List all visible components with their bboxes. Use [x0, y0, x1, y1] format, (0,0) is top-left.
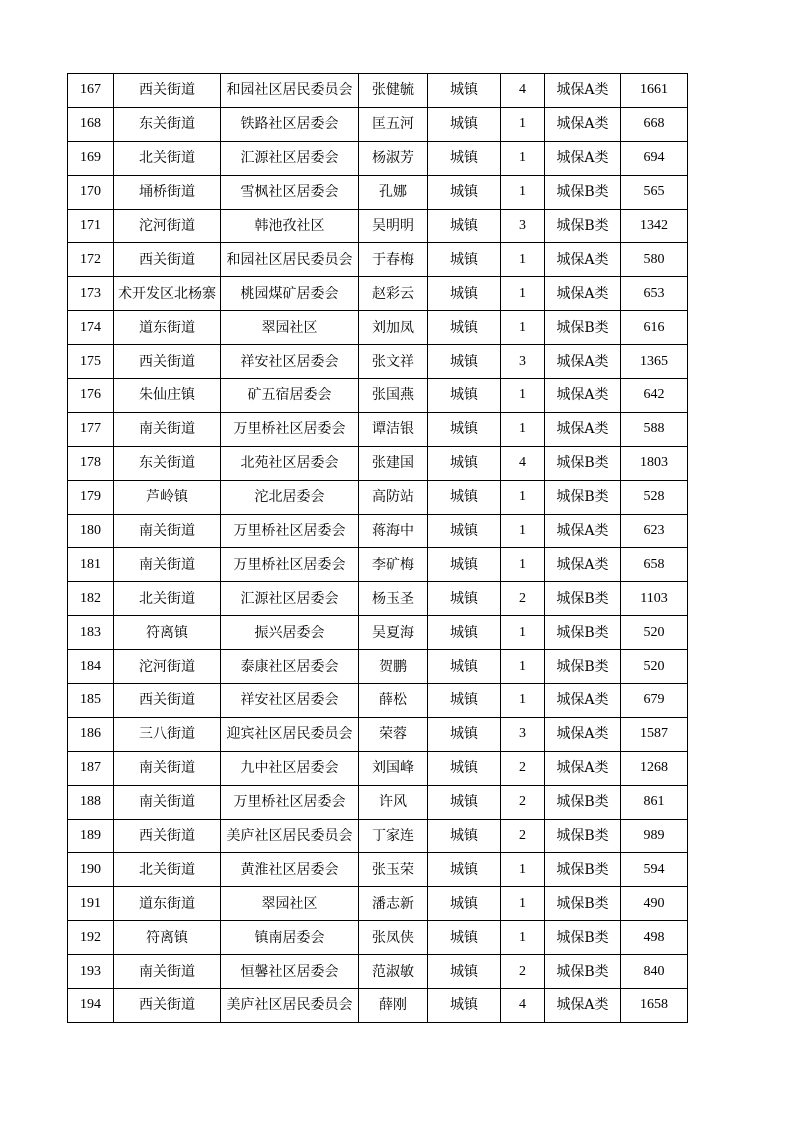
- cell-amount: 623: [621, 514, 688, 548]
- cell-street: 北关街道: [114, 853, 221, 887]
- cell-category: 城保B类: [545, 175, 621, 209]
- table-row: [68, 548, 688, 582]
- cell-number: 173: [68, 277, 114, 311]
- cell-person-count: 2: [501, 751, 545, 785]
- table-row: [68, 74, 688, 108]
- cell-category: 城保A类: [545, 379, 621, 413]
- cell-name: 于春梅: [359, 243, 428, 277]
- table-row: [68, 141, 688, 175]
- cell-category: 城保A类: [545, 141, 621, 175]
- cell-community: 美庐社区居民委员会: [221, 989, 359, 1023]
- cell-street: 西关街道: [114, 345, 221, 379]
- cell-street: 南关街道: [114, 785, 221, 819]
- cell-street: 西关街道: [114, 989, 221, 1023]
- cell-person-count: 1: [501, 480, 545, 514]
- cell-category: 城保A类: [545, 277, 621, 311]
- cell-street: 术开发区北杨寨: [114, 277, 221, 311]
- cell-name: 刘国峰: [359, 751, 428, 785]
- cell-street: 埇桥街道: [114, 175, 221, 209]
- cell-amount: 1365: [621, 345, 688, 379]
- cell-person-count: 1: [501, 412, 545, 446]
- cell-community: 翠园社区: [221, 887, 359, 921]
- cell-number: 193: [68, 955, 114, 989]
- beneficiary-table: [67, 73, 688, 1023]
- cell-name: 孔娜: [359, 175, 428, 209]
- cell-household-type: 城镇: [428, 446, 501, 480]
- cell-category: 城保A类: [545, 514, 621, 548]
- cell-community: 祥安社区居委会: [221, 345, 359, 379]
- cell-community: 迎宾社区居民委员会: [221, 717, 359, 751]
- cell-amount: 642: [621, 379, 688, 413]
- table-row: [68, 650, 688, 684]
- cell-household-type: 城镇: [428, 412, 501, 446]
- cell-household-type: 城镇: [428, 582, 501, 616]
- cell-community: 和园社区居民委员会: [221, 243, 359, 277]
- cell-number: 187: [68, 751, 114, 785]
- cell-street: 芦岭镇: [114, 480, 221, 514]
- cell-person-count: 1: [501, 853, 545, 887]
- cell-number: 179: [68, 480, 114, 514]
- cell-household-type: 城镇: [428, 141, 501, 175]
- table-body: [68, 74, 688, 1023]
- cell-number: 170: [68, 175, 114, 209]
- cell-name: 李矿梅: [359, 548, 428, 582]
- cell-household-type: 城镇: [428, 277, 501, 311]
- cell-number: 177: [68, 412, 114, 446]
- cell-community: 万里桥社区居委会: [221, 514, 359, 548]
- cell-street: 道东街道: [114, 887, 221, 921]
- cell-amount: 588: [621, 412, 688, 446]
- cell-number: 175: [68, 345, 114, 379]
- cell-number: 185: [68, 684, 114, 718]
- cell-amount: 1103: [621, 582, 688, 616]
- cell-number: 171: [68, 209, 114, 243]
- cell-category: 城保B类: [545, 650, 621, 684]
- cell-street: 符离镇: [114, 921, 221, 955]
- cell-street: 沱河街道: [114, 209, 221, 243]
- table-row: [68, 717, 688, 751]
- cell-name: 吴明明: [359, 209, 428, 243]
- cell-street: 西关街道: [114, 684, 221, 718]
- cell-category: 城保A类: [545, 548, 621, 582]
- cell-name: 吴夏海: [359, 616, 428, 650]
- cell-person-count: 2: [501, 819, 545, 853]
- cell-category: 城保B类: [545, 955, 621, 989]
- cell-name: 谭洁银: [359, 412, 428, 446]
- table-row: [68, 921, 688, 955]
- cell-number: 189: [68, 819, 114, 853]
- cell-person-count: 1: [501, 175, 545, 209]
- cell-household-type: 城镇: [428, 243, 501, 277]
- cell-name: 张文祥: [359, 345, 428, 379]
- cell-amount: 861: [621, 785, 688, 819]
- cell-community: 矿五宿居委会: [221, 379, 359, 413]
- table-row: [68, 243, 688, 277]
- cell-street: 西关街道: [114, 819, 221, 853]
- cell-community: 泰康社区居委会: [221, 650, 359, 684]
- cell-person-count: 1: [501, 548, 545, 582]
- cell-amount: 694: [621, 141, 688, 175]
- cell-amount: 616: [621, 311, 688, 345]
- cell-household-type: 城镇: [428, 74, 501, 108]
- cell-amount: 520: [621, 650, 688, 684]
- table-row: [68, 446, 688, 480]
- cell-amount: 580: [621, 243, 688, 277]
- cell-name: 高防站: [359, 480, 428, 514]
- cell-person-count: 3: [501, 717, 545, 751]
- cell-amount: 679: [621, 684, 688, 718]
- cell-person-count: 1: [501, 514, 545, 548]
- cell-name: 匡五河: [359, 107, 428, 141]
- cell-household-type: 城镇: [428, 853, 501, 887]
- cell-category: 城保A类: [545, 717, 621, 751]
- cell-person-count: 1: [501, 311, 545, 345]
- cell-category: 城保B类: [545, 446, 621, 480]
- cell-community: 万里桥社区居委会: [221, 785, 359, 819]
- cell-street: 西关街道: [114, 243, 221, 277]
- cell-name: 范淑敏: [359, 955, 428, 989]
- cell-name: 张建国: [359, 446, 428, 480]
- cell-amount: 520: [621, 616, 688, 650]
- cell-household-type: 城镇: [428, 650, 501, 684]
- table-row: [68, 311, 688, 345]
- cell-person-count: 3: [501, 209, 545, 243]
- cell-name: 许风: [359, 785, 428, 819]
- cell-community: 恒馨社区居委会: [221, 955, 359, 989]
- cell-category: 城保B类: [545, 785, 621, 819]
- cell-person-count: 4: [501, 989, 545, 1023]
- cell-person-count: 2: [501, 582, 545, 616]
- cell-name: 丁家连: [359, 819, 428, 853]
- cell-number: 178: [68, 446, 114, 480]
- cell-name: 荣蓉: [359, 717, 428, 751]
- cell-household-type: 城镇: [428, 514, 501, 548]
- cell-amount: 1658: [621, 989, 688, 1023]
- cell-community: 沱北居委会: [221, 480, 359, 514]
- table-row: [68, 616, 688, 650]
- cell-category: 城保B类: [545, 819, 621, 853]
- cell-number: 174: [68, 311, 114, 345]
- cell-amount: 1268: [621, 751, 688, 785]
- cell-community: 祥安社区居委会: [221, 684, 359, 718]
- cell-category: 城保B类: [545, 582, 621, 616]
- cell-street: 符离镇: [114, 616, 221, 650]
- cell-household-type: 城镇: [428, 209, 501, 243]
- cell-household-type: 城镇: [428, 819, 501, 853]
- cell-person-count: 1: [501, 887, 545, 921]
- table-row: [68, 514, 688, 548]
- cell-community: 雪枫社区居委会: [221, 175, 359, 209]
- table-row: [68, 277, 688, 311]
- cell-number: 183: [68, 616, 114, 650]
- cell-number: 176: [68, 379, 114, 413]
- cell-household-type: 城镇: [428, 379, 501, 413]
- cell-household-type: 城镇: [428, 717, 501, 751]
- cell-household-type: 城镇: [428, 175, 501, 209]
- cell-person-count: 1: [501, 650, 545, 684]
- cell-number: 181: [68, 548, 114, 582]
- cell-household-type: 城镇: [428, 480, 501, 514]
- table-row: [68, 989, 688, 1023]
- cell-number: 188: [68, 785, 114, 819]
- cell-community: 镇南居委会: [221, 921, 359, 955]
- cell-name: 蒋海中: [359, 514, 428, 548]
- cell-number: 169: [68, 141, 114, 175]
- table-row: [68, 955, 688, 989]
- cell-amount: 498: [621, 921, 688, 955]
- cell-community: 振兴居委会: [221, 616, 359, 650]
- cell-street: 南关街道: [114, 412, 221, 446]
- cell-number: 194: [68, 989, 114, 1023]
- cell-amount: 840: [621, 955, 688, 989]
- table-row: [68, 684, 688, 718]
- cell-community: 黄淮社区居委会: [221, 853, 359, 887]
- table-row: [68, 887, 688, 921]
- cell-street: 东关街道: [114, 446, 221, 480]
- cell-community: 九中社区居委会: [221, 751, 359, 785]
- cell-amount: 1587: [621, 717, 688, 751]
- cell-household-type: 城镇: [428, 345, 501, 379]
- cell-street: 南关街道: [114, 751, 221, 785]
- cell-person-count: 1: [501, 616, 545, 650]
- table-row: [68, 819, 688, 853]
- cell-household-type: 城镇: [428, 887, 501, 921]
- cell-person-count: 1: [501, 141, 545, 175]
- cell-amount: 1342: [621, 209, 688, 243]
- cell-number: 180: [68, 514, 114, 548]
- cell-street: 三八街道: [114, 717, 221, 751]
- cell-person-count: 2: [501, 785, 545, 819]
- cell-name: 赵彩云: [359, 277, 428, 311]
- cell-street: 南关街道: [114, 955, 221, 989]
- cell-person-count: 1: [501, 243, 545, 277]
- cell-household-type: 城镇: [428, 921, 501, 955]
- cell-category: 城保B类: [545, 887, 621, 921]
- cell-number: 184: [68, 650, 114, 684]
- cell-street: 南关街道: [114, 548, 221, 582]
- cell-household-type: 城镇: [428, 311, 501, 345]
- table-row: [68, 345, 688, 379]
- cell-number: 186: [68, 717, 114, 751]
- cell-number: 192: [68, 921, 114, 955]
- cell-number: 172: [68, 243, 114, 277]
- cell-amount: 1661: [621, 74, 688, 108]
- cell-household-type: 城镇: [428, 107, 501, 141]
- cell-number: 168: [68, 107, 114, 141]
- cell-community: 美庐社区居民委员会: [221, 819, 359, 853]
- cell-name: 薛松: [359, 684, 428, 718]
- table-row: [68, 209, 688, 243]
- cell-street: 东关街道: [114, 107, 221, 141]
- cell-household-type: 城镇: [428, 616, 501, 650]
- cell-name: 潘志新: [359, 887, 428, 921]
- cell-person-count: 1: [501, 379, 545, 413]
- table-row: [68, 582, 688, 616]
- cell-person-count: 1: [501, 684, 545, 718]
- table-row: [68, 107, 688, 141]
- cell-household-type: 城镇: [428, 548, 501, 582]
- cell-name: 杨玉圣: [359, 582, 428, 616]
- table-row: [68, 175, 688, 209]
- cell-number: 167: [68, 74, 114, 108]
- cell-category: 城保B类: [545, 853, 621, 887]
- cell-category: 城保A类: [545, 412, 621, 446]
- cell-name: 张凤侠: [359, 921, 428, 955]
- cell-amount: 653: [621, 277, 688, 311]
- cell-name: 贺鹏: [359, 650, 428, 684]
- cell-street: 道东街道: [114, 311, 221, 345]
- cell-category: 城保B类: [545, 209, 621, 243]
- cell-name: 刘加凤: [359, 311, 428, 345]
- cell-person-count: 1: [501, 277, 545, 311]
- cell-category: 城保A类: [545, 74, 621, 108]
- cell-person-count: 4: [501, 74, 545, 108]
- table-row: [68, 751, 688, 785]
- cell-amount: 668: [621, 107, 688, 141]
- cell-name: 张健毓: [359, 74, 428, 108]
- cell-amount: 490: [621, 887, 688, 921]
- cell-number: 190: [68, 853, 114, 887]
- cell-community: 万里桥社区居委会: [221, 548, 359, 582]
- table-row: [68, 785, 688, 819]
- cell-street: 西关街道: [114, 74, 221, 108]
- cell-community: 北苑社区居委会: [221, 446, 359, 480]
- table-row: [68, 412, 688, 446]
- table-row: [68, 480, 688, 514]
- cell-person-count: 1: [501, 107, 545, 141]
- cell-name: 张国燕: [359, 379, 428, 413]
- cell-household-type: 城镇: [428, 751, 501, 785]
- cell-street: 北关街道: [114, 582, 221, 616]
- cell-category: 城保B类: [545, 616, 621, 650]
- cell-person-count: 2: [501, 955, 545, 989]
- cell-household-type: 城镇: [428, 785, 501, 819]
- cell-category: 城保A类: [545, 345, 621, 379]
- cell-amount: 565: [621, 175, 688, 209]
- table-row: [68, 379, 688, 413]
- cell-community: 和园社区居民委员会: [221, 74, 359, 108]
- cell-person-count: 4: [501, 446, 545, 480]
- cell-amount: 528: [621, 480, 688, 514]
- cell-street: 朱仙庄镇: [114, 379, 221, 413]
- table-row: [68, 853, 688, 887]
- cell-name: 杨淑芳: [359, 141, 428, 175]
- cell-category: 城保A类: [545, 243, 621, 277]
- cell-category: 城保B类: [545, 921, 621, 955]
- cell-community: 桃园煤矿居委会: [221, 277, 359, 311]
- cell-household-type: 城镇: [428, 955, 501, 989]
- cell-street: 南关街道: [114, 514, 221, 548]
- cell-community: 翠园社区: [221, 311, 359, 345]
- cell-category: 城保A类: [545, 989, 621, 1023]
- cell-street: 北关街道: [114, 141, 221, 175]
- cell-community: 汇源社区居委会: [221, 141, 359, 175]
- cell-household-type: 城镇: [428, 989, 501, 1023]
- cell-community: 铁路社区居委会: [221, 107, 359, 141]
- cell-amount: 989: [621, 819, 688, 853]
- cell-category: 城保A类: [545, 107, 621, 141]
- cell-person-count: 3: [501, 345, 545, 379]
- cell-category: 城保A类: [545, 751, 621, 785]
- cell-street: 沱河街道: [114, 650, 221, 684]
- cell-community: 汇源社区居委会: [221, 582, 359, 616]
- cell-number: 182: [68, 582, 114, 616]
- cell-name: 薛刚: [359, 989, 428, 1023]
- cell-name: 张玉荣: [359, 853, 428, 887]
- cell-amount: 1803: [621, 446, 688, 480]
- cell-person-count: 1: [501, 921, 545, 955]
- cell-number: 191: [68, 887, 114, 921]
- cell-category: 城保B类: [545, 480, 621, 514]
- cell-household-type: 城镇: [428, 684, 501, 718]
- cell-amount: 594: [621, 853, 688, 887]
- cell-community: 万里桥社区居委会: [221, 412, 359, 446]
- cell-amount: 658: [621, 548, 688, 582]
- cell-category: 城保A类: [545, 684, 621, 718]
- cell-community: 韩池孜社区: [221, 209, 359, 243]
- cell-category: 城保B类: [545, 311, 621, 345]
